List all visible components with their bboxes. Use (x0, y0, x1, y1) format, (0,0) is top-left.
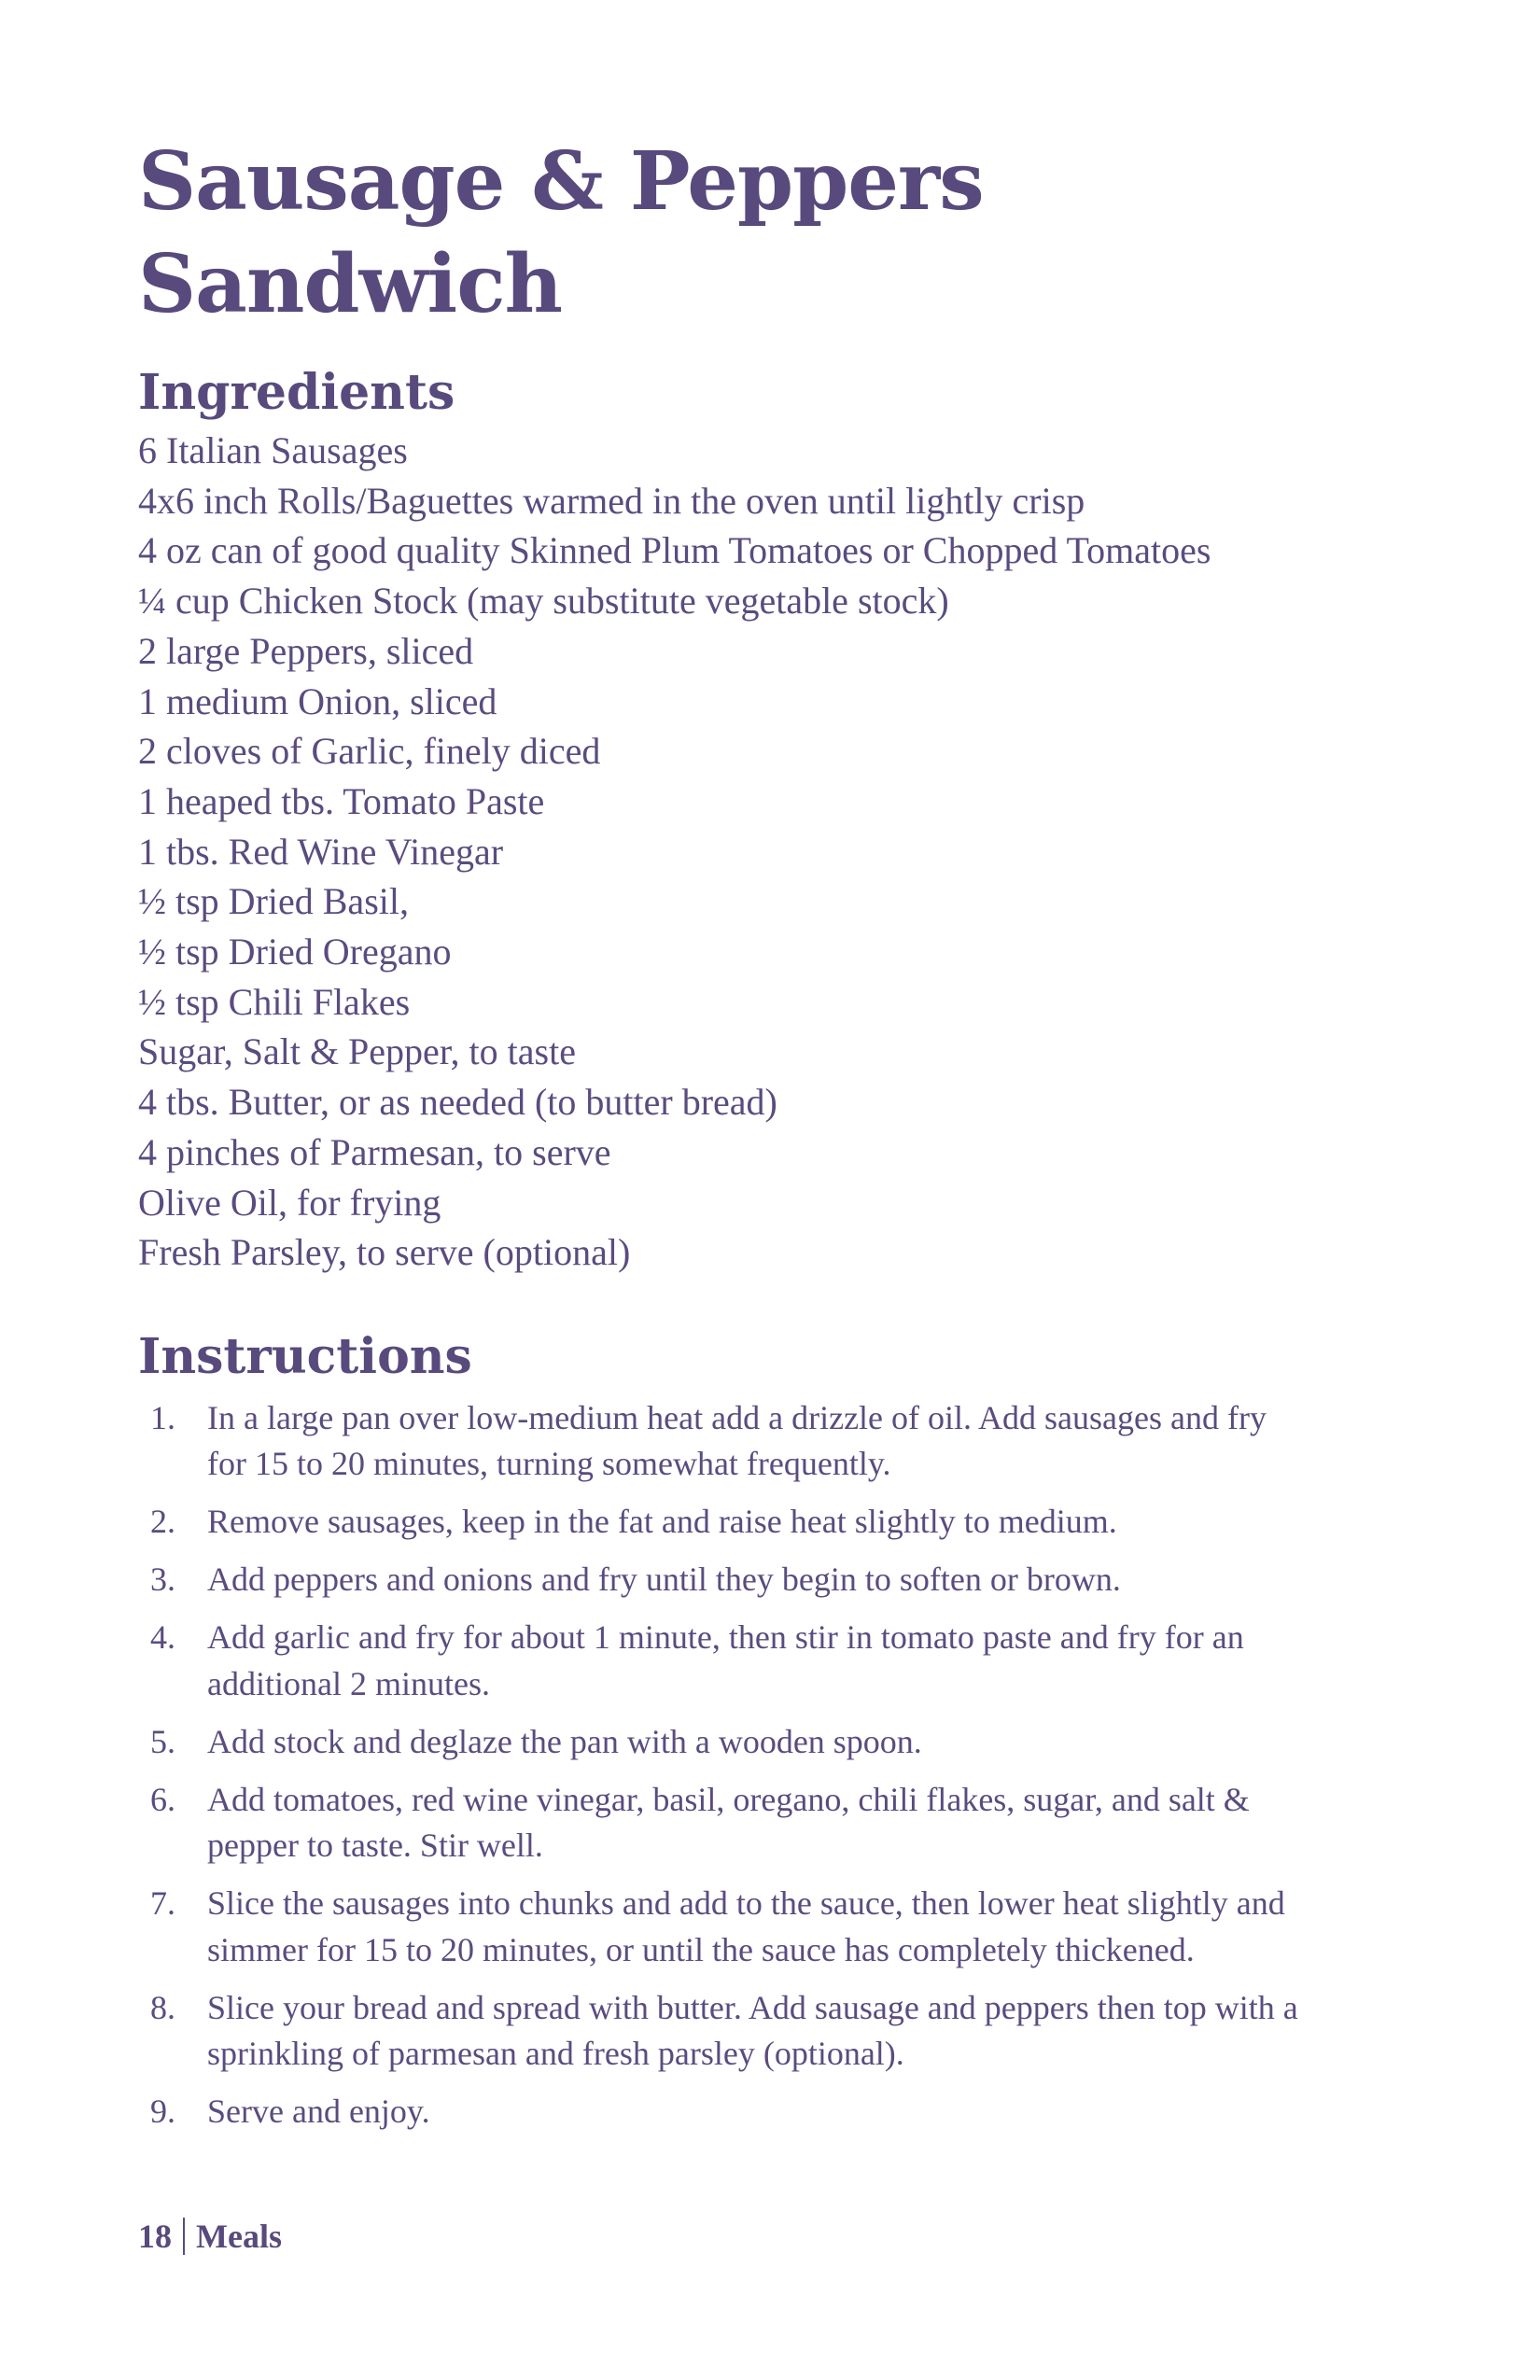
recipe-title: Sausage & Peppers Sandwich (138, 134, 984, 331)
ingredient-item: 4 pinches of Parmesan, to serve (138, 1130, 611, 1173)
step-number: 6. (150, 1780, 175, 1818)
ingredient-item: 4x6 inch Rolls/Baguettes warmed in the oven until lightly crisp (138, 479, 1085, 522)
ingredient-item: 6 Italian Sausages (138, 429, 408, 471)
ingredient-item: 1 heaped tbs. Tomato Paste (138, 779, 545, 822)
ingredient-item: ½ tsp Dried Oregano (138, 931, 452, 973)
ingredient-item: ½ tsp Chili Flakes (138, 980, 411, 1023)
step-number: 2. (150, 1503, 175, 1541)
ingredient-item: 2 large Peppers, sliced (138, 629, 474, 672)
step-text: Add stock and deglaze the pan with a wooden spoon. (207, 1722, 922, 1760)
ingredient-item: Fresh Parsley, to serve (optional) (138, 1231, 631, 1274)
instruction-step (138, 1557, 1426, 1603)
ingredient-list (138, 426, 1426, 1278)
ingredients-heading: Ingredients (138, 364, 455, 421)
recipe-page (138, 131, 1426, 2147)
instruction-step (138, 1985, 1426, 2078)
instruction-step (138, 1881, 1426, 1973)
ingredient-item: Sugar, Salt & Pepper, to taste (138, 1030, 576, 1073)
footer-divider (183, 2218, 185, 2255)
instruction-step (138, 1499, 1426, 1546)
step-number: 7. (150, 1884, 175, 1923)
ingredient-item: 2 cloves of Garlic, finely diced (138, 730, 601, 773)
step-text: Serve and enjoy. (207, 2093, 430, 2131)
step-text: Slice your bread and spread with butter. Add sausage and peppers then top with a sprinkling of parmesan and fresh parsley (optional). (207, 1988, 1298, 2073)
step-number: 4. (150, 1618, 175, 1657)
step-number: 3. (150, 1561, 175, 1599)
instruction-step (138, 1615, 1426, 1707)
ingredient-item: 4 tbs. Butter, or as needed (to butter bread) (138, 1081, 777, 1124)
ingredient-item: 1 tbs. Red Wine Vinegar (138, 830, 504, 873)
instructions-heading: Instructions (138, 1327, 472, 1385)
instruction-step (138, 1777, 1426, 1869)
step-text: Add tomatoes, red wine vinegar, basil, oregano, chili flakes, sugar, and salt & pepper to taste. Stir well. (207, 1780, 1250, 1865)
ingredient-item: Olive Oil, for frying (138, 1181, 441, 1224)
instruction-step (138, 1719, 1426, 1766)
step-text: Remove sausages, keep in the fat and raise heat slightly to medium. (207, 1503, 1117, 1541)
page-footer (138, 2214, 282, 2259)
instruction-step (138, 2089, 1426, 2135)
ingredient-item: 1 medium Onion, sliced (138, 679, 497, 722)
ingredient-item: ¼ cup Chicken Stock (may substitute vegetable stock) (138, 580, 949, 623)
step-number: 9. (150, 2093, 175, 2131)
step-text: In a large pan over low-medium heat add a drizzle of oil. Add sausages and fry for 15 to 20 minutes, turning somewhat frequently. (207, 1398, 1267, 1483)
step-number: 5. (150, 1722, 175, 1760)
page-number: 18 (138, 2218, 172, 2255)
section-name: Meals (196, 2218, 282, 2255)
step-number: 8. (150, 1988, 175, 2026)
instruction-list (138, 1395, 1426, 2135)
step-text: Slice the sausages into chunks and add to the sauce, then lower heat slightly and simmer for 15 to 20 minutes, or until the sauce has completely thickened. (207, 1884, 1285, 1968)
step-text: Add garlic and fry for about 1 minute, then stir in tomato paste and fry for an additional 2 minutes. (207, 1618, 1244, 1702)
ingredient-item: 4 oz can of good quality Skinned Plum Tomatoes or Chopped Tomatoes (138, 529, 1211, 572)
step-number: 1. (150, 1398, 175, 1436)
instruction-step (138, 1395, 1426, 1488)
ingredient-item: ½ tsp Dried Basil, (138, 880, 409, 923)
step-text: Add peppers and onions and fry until they begin to soften or brown. (207, 1561, 1121, 1599)
